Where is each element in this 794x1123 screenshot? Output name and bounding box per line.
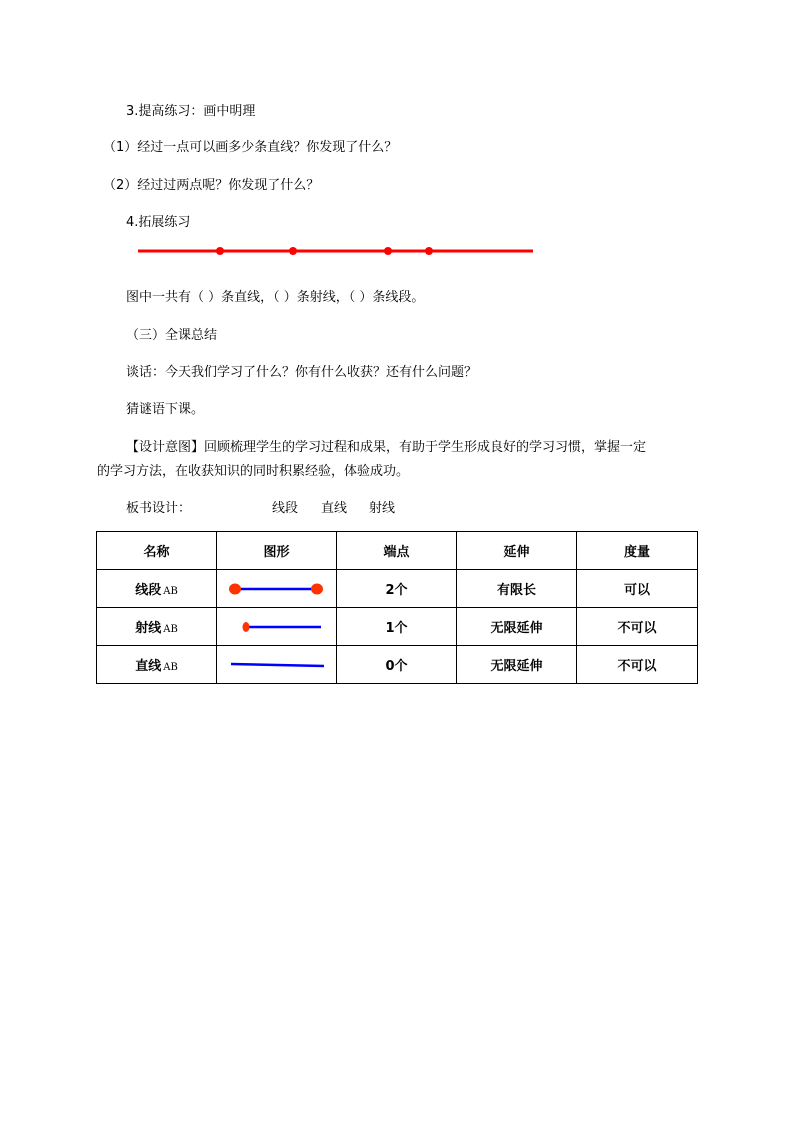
header-extension: 延伸: [457, 532, 577, 570]
board-label: 板书设计：: [126, 501, 192, 516]
extension-line-figure: [128, 240, 548, 262]
table-row: [97, 646, 698, 684]
section-title: 3.提高练习：画中明理: [126, 104, 256, 119]
extension-point-4: [425, 247, 433, 255]
header-measure: 度量: [577, 532, 698, 570]
segment-endpoint-b: [311, 583, 323, 594]
board-term-segment: 线段: [272, 501, 299, 516]
cell-measure: 不可以: [577, 646, 698, 684]
cell-extension: 有限长: [457, 570, 577, 608]
riddle-text: 猜谜语下课。: [126, 402, 205, 417]
line-figure: [227, 658, 327, 672]
extension-point-3: [384, 247, 392, 255]
extension-point-2: [289, 247, 297, 255]
extension-title: 4.拓展练习: [126, 215, 191, 230]
cell-extension: 无限延伸: [457, 646, 577, 684]
board-term-ray: 射线: [369, 501, 396, 516]
header-name: 名称: [97, 532, 217, 570]
cell-endpoints: 0个: [337, 646, 457, 684]
question-2: （2）经过过两点呢？你发现了什么？: [103, 178, 320, 193]
cell-extension: 无限延伸: [457, 608, 577, 646]
question-1: （1）经过一点可以画多少条直线？你发现了什么？: [103, 140, 398, 155]
board-term-line: 直线: [321, 501, 348, 516]
cell-endpoints: 1个: [337, 608, 457, 646]
segment-figure: [227, 582, 327, 596]
design-intent-line-1: 【设计意图】回顾梳理学生的学习过程和成果，有助于学生形成良好的学习习惯，掌握一定: [126, 440, 647, 455]
cell-name: 线段 AB: [97, 570, 217, 608]
header-figure: 图形: [217, 532, 337, 570]
design-intent-line-2: 的学习方法，在收获知识的同时积累经验，体验成功。: [97, 464, 410, 479]
cell-figure-segment: [217, 570, 337, 608]
cell-endpoints: 2个: [337, 570, 457, 608]
table-header-row: [97, 532, 698, 570]
talk-text: 谈话：今天我们学习了什么？你有什么收获？还有什么问题？: [126, 365, 478, 380]
ray-figure: [227, 620, 327, 634]
header-endpoints: 端点: [337, 532, 457, 570]
cell-name: 直线 AB: [97, 646, 217, 684]
count-question: 图中一共有（ ）条直线，（ ）条射线，（ ）条线段。: [126, 290, 425, 305]
board-table: [96, 531, 698, 684]
cell-figure-line: [217, 646, 337, 684]
extension-point-1: [216, 247, 224, 255]
straight-line: [231, 664, 324, 666]
summary-title: （三）全课总结: [126, 328, 218, 343]
table-row: [97, 570, 698, 608]
cell-measure: 不可以: [577, 608, 698, 646]
table-row: [97, 608, 698, 646]
cell-figure-ray: [217, 608, 337, 646]
segment-endpoint-a: [229, 583, 241, 594]
cell-measure: 可以: [577, 570, 698, 608]
ray-endpoint: [242, 622, 249, 632]
cell-name: 射线 AB: [97, 608, 217, 646]
